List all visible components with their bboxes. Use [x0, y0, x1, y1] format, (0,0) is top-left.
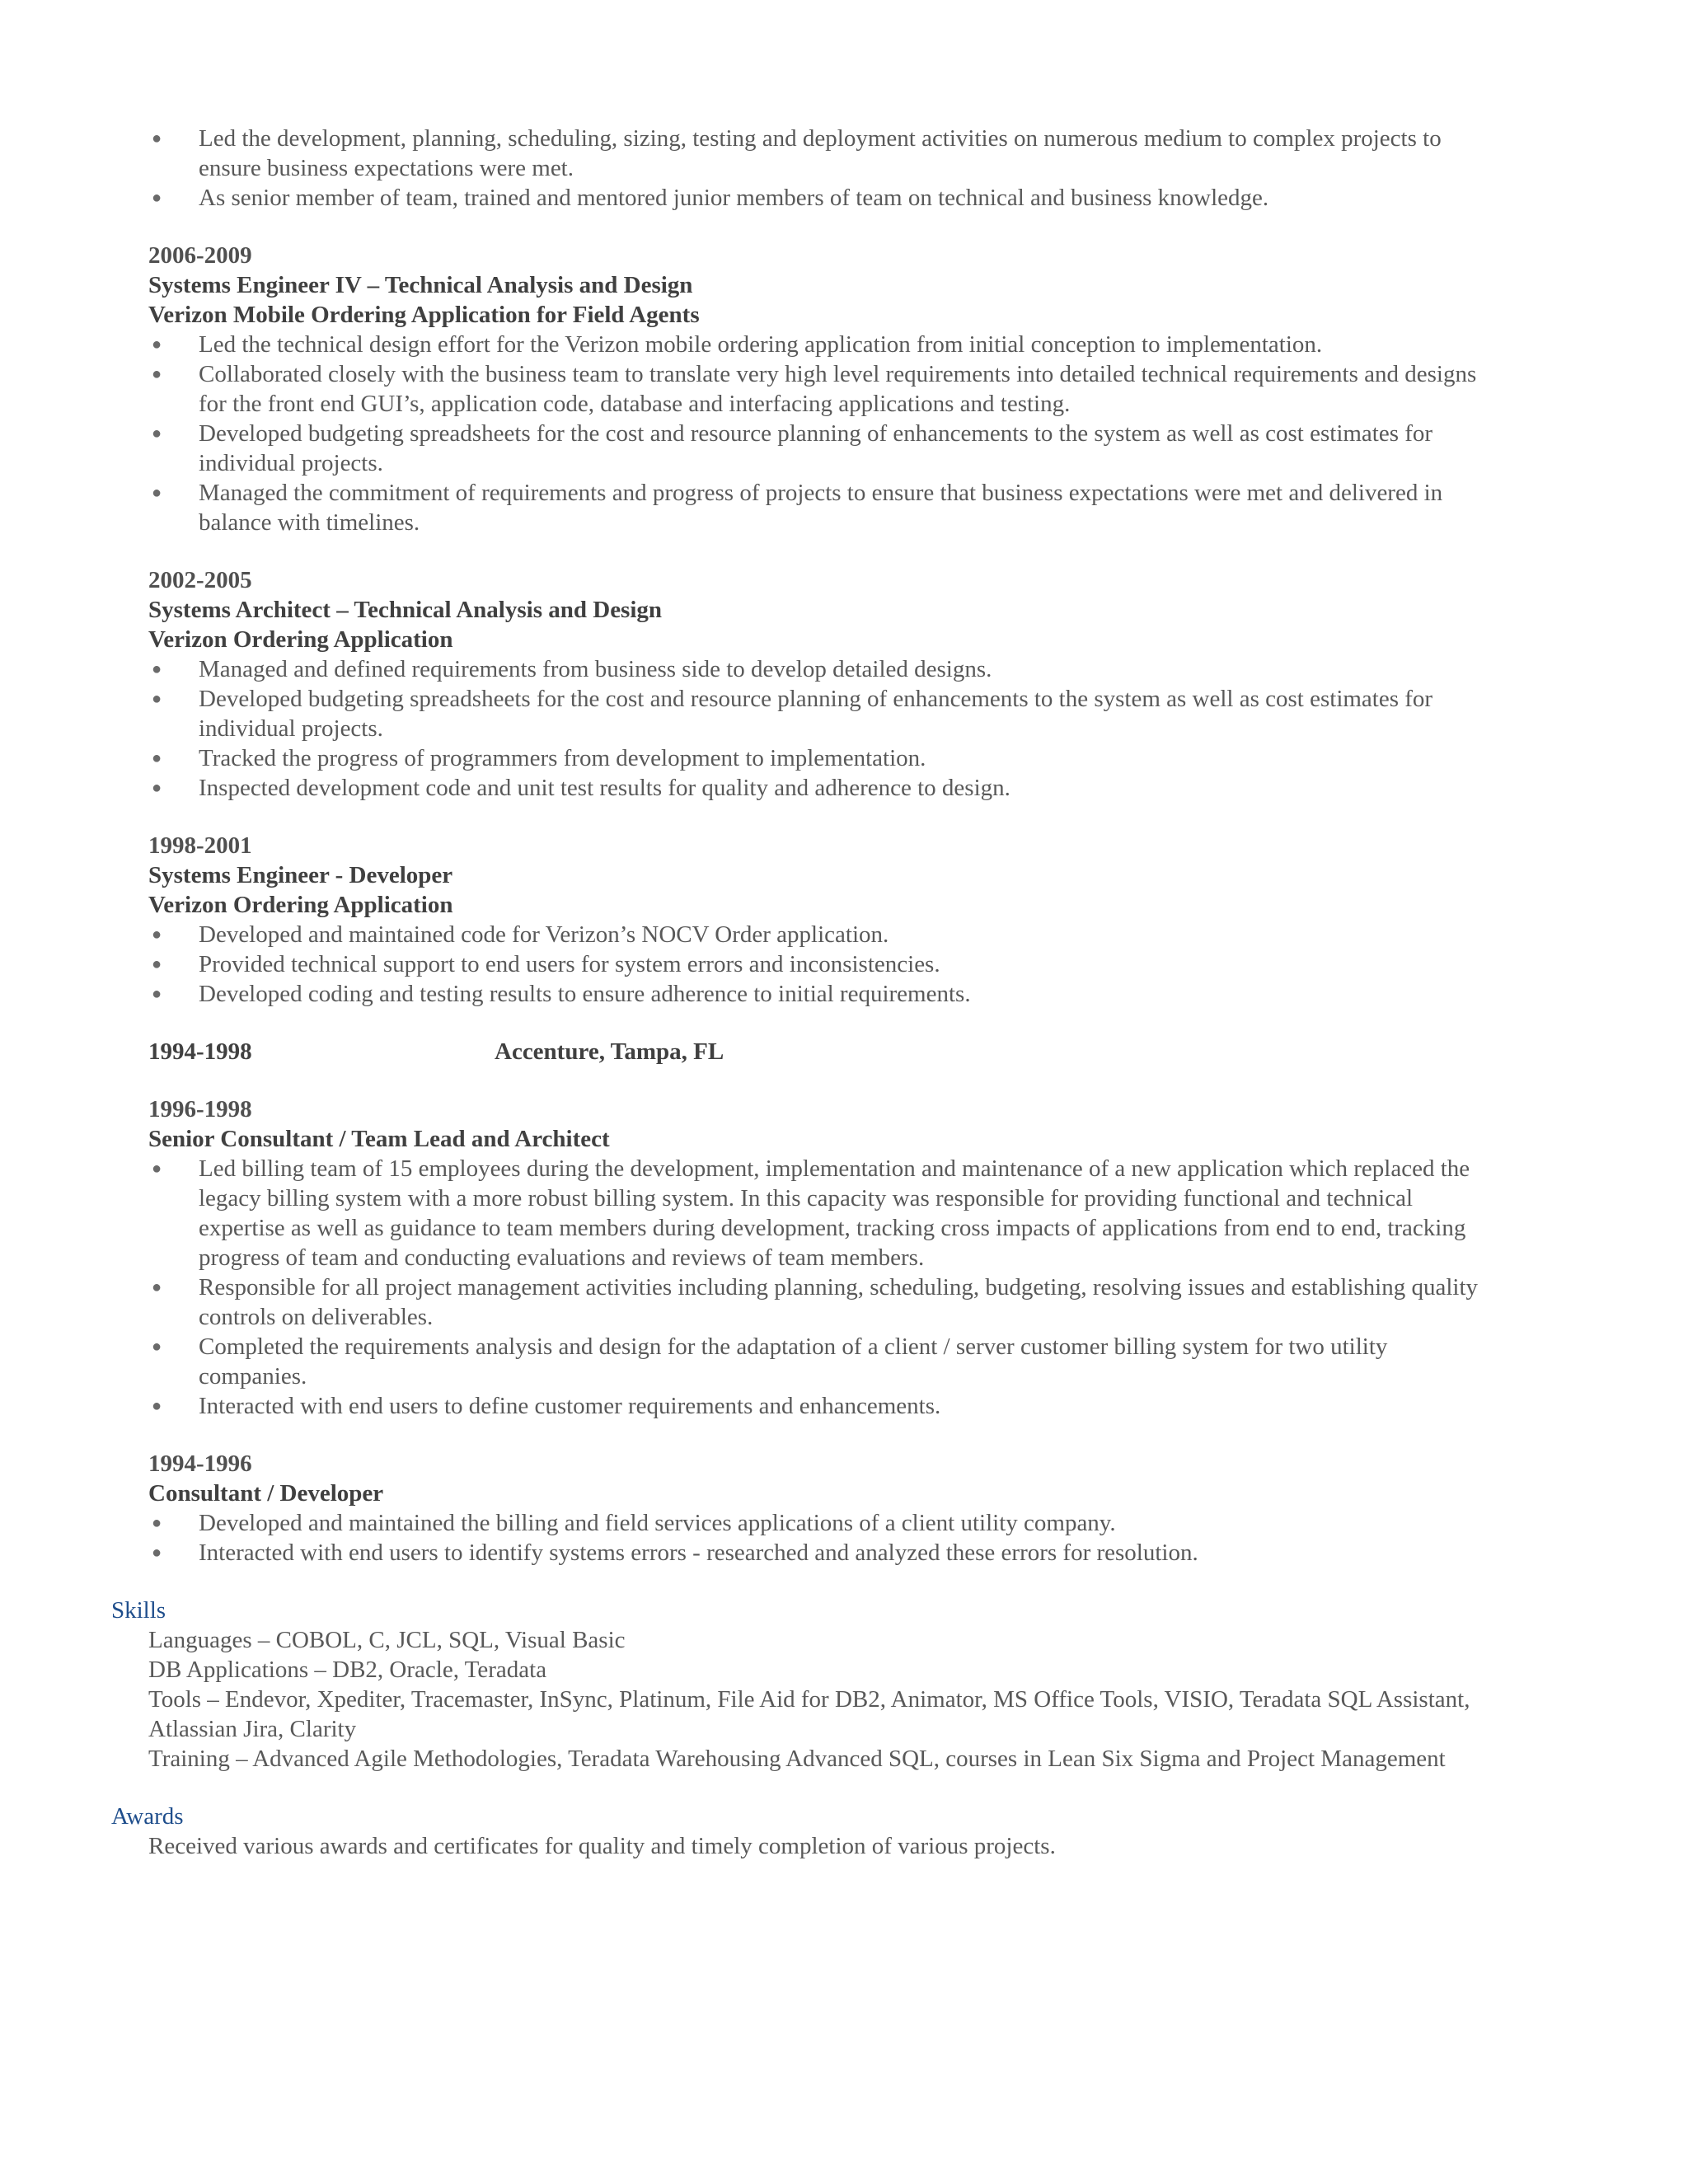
bullet-item: ● Led the technical design effort for the Verizon mobile ordering application from initial conception to implementation.: [148, 330, 1500, 359]
job-entry: [148, 831, 1500, 1009]
bullet-item: ● Tracked the progress of programmers from development to implementation.: [148, 743, 1500, 773]
bullet-item: ● Led billing team of 15 employees during the development, implementation and maintenance of a new application which replaced the legacy billing system with a more robust billing system. In this capacity was responsible for providing functional and technical expertise as well as guidance to team members during development, tracking cross impacts of applications from end to end, tracking progress of team and conducting evaluations and reviews of team members.: [148, 1154, 1500, 1272]
job-entry: [148, 1449, 1500, 1568]
job-entry: [148, 1094, 1500, 1421]
bullet-item: ● Responsible for all project management activities including planning, scheduling, budgeting, resolving issues and establishing quality controls on deliverables.: [148, 1272, 1500, 1332]
awards-heading: Awards: [111, 1803, 184, 1830]
employer-row: [148, 1037, 1500, 1066]
job-entry: [148, 241, 1500, 537]
job-title: Consultant / Developer: [148, 1480, 384, 1507]
bullet-item: ● Provided technical support to end users for system errors and inconsistencies.: [148, 949, 1500, 979]
skills-list: [148, 1625, 1500, 1774]
employer-years: 1994-1998: [148, 1038, 252, 1065]
skill-line-languages: Languages – COBOL, C, JCL, SQL, Visual Basic: [148, 1627, 626, 1653]
job-title: Senior Consultant / Team Lead and Architect: [148, 1126, 610, 1152]
job-years: 1994-1996: [148, 1451, 252, 1477]
job-title: Systems Engineer - Developer: [148, 862, 453, 888]
skill-line-db-applications: DB Applications – DB2, Oracle, Teradata: [148, 1657, 547, 1683]
job-title: Systems Architect – Technical Analysis and Design: [148, 597, 663, 623]
job-project: Verizon Ordering Application: [148, 626, 453, 653]
bullet-item: ● Inspected development code and unit test results for quality and adherence to design.: [148, 773, 1500, 803]
job-bullet-list: [148, 654, 1500, 803]
job-entry: [148, 565, 1500, 803]
job-title: Systems Engineer IV – Technical Analysis and Design: [148, 272, 693, 298]
bullet-item: ● Developed and maintained code for Verizon’s NOCV Order application.: [148, 920, 1500, 949]
bullet-item: ● Developed coding and testing results to ensure adherence to initial requirements.: [148, 979, 1500, 1009]
job-bullet-list: [148, 1508, 1500, 1568]
bullet-item: ● Led the development, planning, scheduling, sizing, testing and deployment activities on numerous medium to complex projects to ensure business expectations were met.: [148, 124, 1500, 183]
skill-line-tools: Tools – Endevor, Xpediter, Tracemaster, InSync, Platinum, File Aid for DB2, Animator, MS Office Tools, VISIO, Teradata SQL Assistant, Atlassian Jira, Clarity: [148, 1686, 1470, 1742]
bullet-item: ● As senior member of team, trained and mentored junior members of team on technical and business knowledge.: [148, 183, 1500, 213]
bullet-item: ● Managed the commitment of requirements and progress of projects to ensure that business expectations were met and delivered in balance with timelines.: [148, 478, 1500, 537]
job-bullet-list: [148, 1154, 1500, 1421]
bullet-item: ● Completed the requirements analysis and design for the adaptation of a client / server customer billing system for two utility companies.: [148, 1332, 1500, 1391]
resume-page: [111, 124, 1500, 1861]
bullet-item: ● Interacted with end users to identify systems errors - researched and analyzed these errors for resolution.: [148, 1538, 1500, 1568]
bullet-item: ● Developed budgeting spreadsheets for the cost and resource planning of enhancements to the system as well as cost estimates for individual projects.: [148, 419, 1500, 478]
skill-line-training: Training – Advanced Agile Methodologies, Teradata Warehousing Advanced SQL, courses in Lean Six Sigma and Project Management: [148, 1746, 1446, 1772]
bullet-item: ● Collaborated closely with the business team to translate very high level requirements into detailed technical requirements and designs for the front end GUI’s, application code, database and interfacing applications and testing.: [148, 359, 1500, 419]
bullet-item: ● Developed budgeting spreadsheets for the cost and resource planning of enhancements to the system as well as cost estimates for individual projects.: [148, 684, 1500, 743]
employer-name: Accenture, Tampa, FL: [495, 1038, 724, 1065]
job-bullet-list: [148, 920, 1500, 1009]
awards-text: Received various awards and certificates for quality and timely completion of various projects.: [148, 1833, 1056, 1859]
job-project: Verizon Ordering Application: [148, 892, 453, 918]
top-bullet-list: [148, 124, 1500, 213]
bullet-item: ● Developed and maintained the billing and field services applications of a client utility company.: [148, 1508, 1500, 1538]
bullet-item: ● Interacted with end users to define customer requirements and enhancements.: [148, 1391, 1500, 1421]
job-years: 1998-2001: [148, 832, 252, 859]
job-years: 2002-2005: [148, 567, 252, 593]
job-years: 2006-2009: [148, 242, 252, 269]
job-project: Verizon Mobile Ordering Application for Field Agents: [148, 302, 700, 328]
skills-heading: Skills: [111, 1597, 166, 1624]
job-bullet-list: [148, 330, 1500, 537]
bullet-item: ● Managed and defined requirements from business side to develop detailed designs.: [148, 654, 1500, 684]
job-years: 1996-1998: [148, 1096, 252, 1122]
